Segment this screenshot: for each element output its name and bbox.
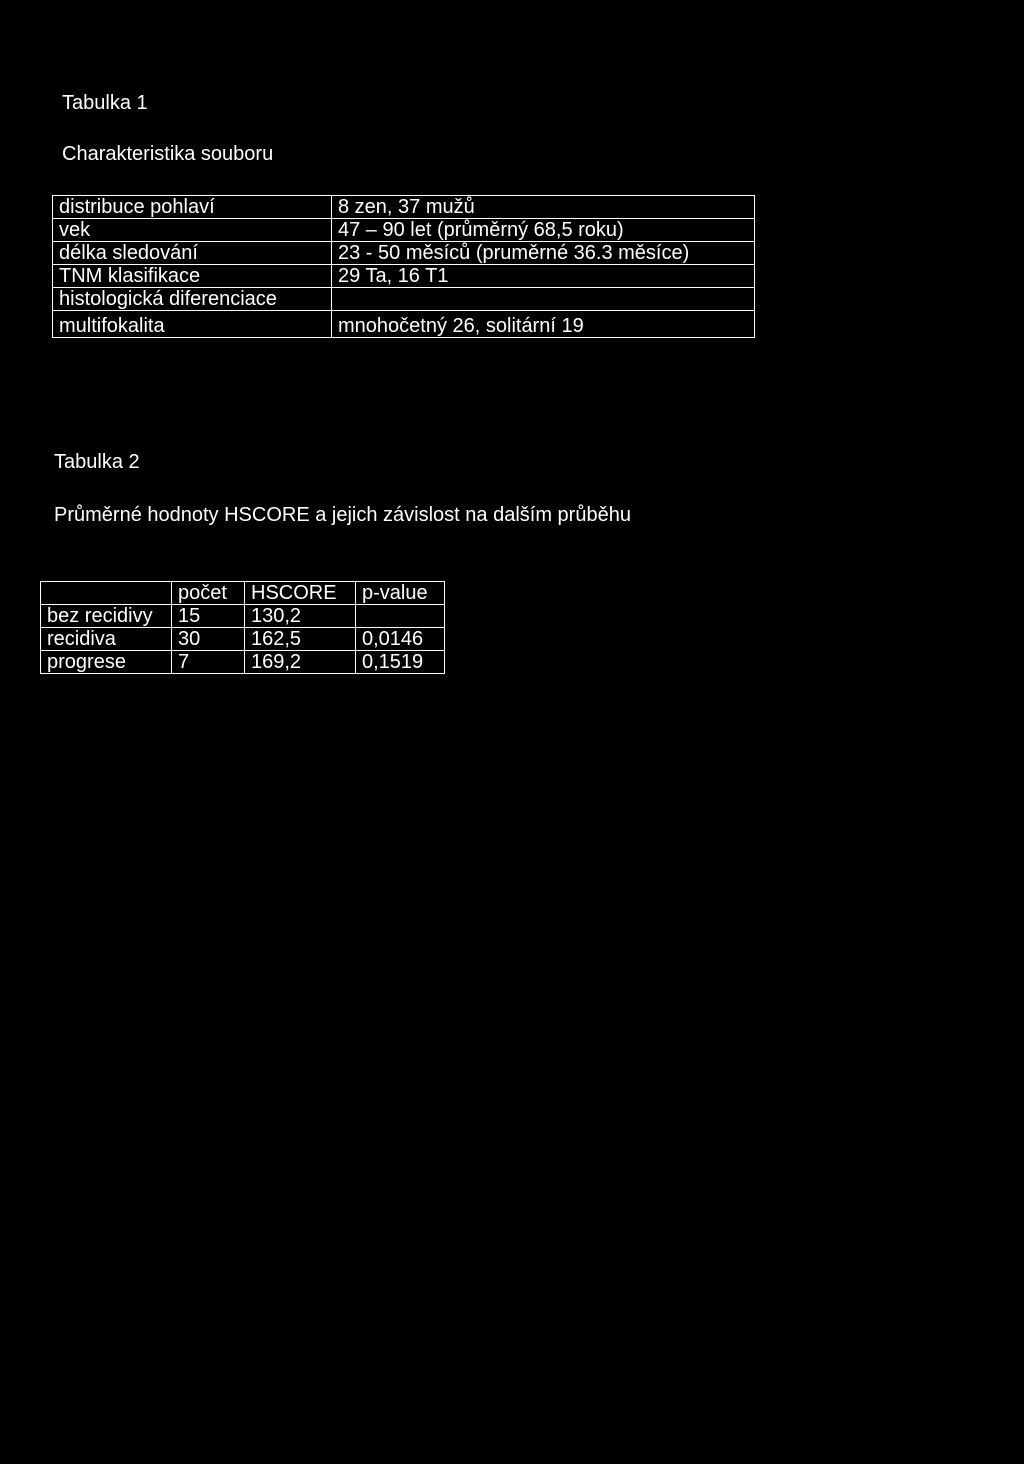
row-label: multifokalita — [53, 311, 332, 338]
table-row — [53, 219, 755, 242]
table-header-row — [41, 582, 445, 605]
row-label: histologická diferenciace — [53, 288, 332, 311]
hscore-table — [40, 581, 445, 674]
row-value: 8 zen, 37 mužů — [332, 196, 755, 219]
table-cell: 7 — [172, 651, 245, 674]
table-row — [53, 196, 755, 219]
table-cell — [356, 605, 445, 628]
table2-label: Tabulka 2 — [54, 451, 140, 473]
table-row — [41, 651, 445, 674]
row-label: vek — [53, 219, 332, 242]
column-header: HSCORE — [245, 582, 356, 605]
row-value: 29 Ta, 16 T1 — [332, 265, 755, 288]
table-cell: 30 — [172, 628, 245, 651]
table-cell: bez recidivy — [41, 605, 172, 628]
table-cell: 169,2 — [245, 651, 356, 674]
table1-label: Tabulka 1 — [62, 92, 148, 114]
characteristics-table — [52, 195, 755, 338]
row-value: 23 - 50 měsíců (pruměrné 36.3 měsíce) — [332, 242, 755, 265]
column-header: p-value — [356, 582, 445, 605]
table-cell: 0,1519 — [356, 651, 445, 674]
table-row — [53, 288, 755, 311]
table-row — [53, 311, 755, 338]
row-label: distribuce pohlaví — [53, 196, 332, 219]
row-label: TNM klasifikace — [53, 265, 332, 288]
table-cell: 0,0146 — [356, 628, 445, 651]
table-row — [41, 605, 445, 628]
table-row — [53, 242, 755, 265]
table-cell: 130,2 — [245, 605, 356, 628]
row-value — [332, 288, 755, 311]
row-value: 47 – 90 let (průměrný 68,5 roku) — [332, 219, 755, 242]
table-cell: progrese — [41, 651, 172, 674]
row-label: délka sledování — [53, 242, 332, 265]
column-header — [41, 582, 172, 605]
table-row — [41, 628, 445, 651]
table-cell: 162,5 — [245, 628, 356, 651]
column-header: počet — [172, 582, 245, 605]
table-row — [53, 265, 755, 288]
table-cell: 15 — [172, 605, 245, 628]
table2-title: Průměrné hodnoty HSCORE a jejich závislost na dalším průběhu — [54, 504, 631, 526]
table-cell: recidiva — [41, 628, 172, 651]
table1-title: Charakteristika souboru — [62, 143, 274, 165]
row-value: mnohočetný 26, solitární 19 — [332, 311, 755, 338]
